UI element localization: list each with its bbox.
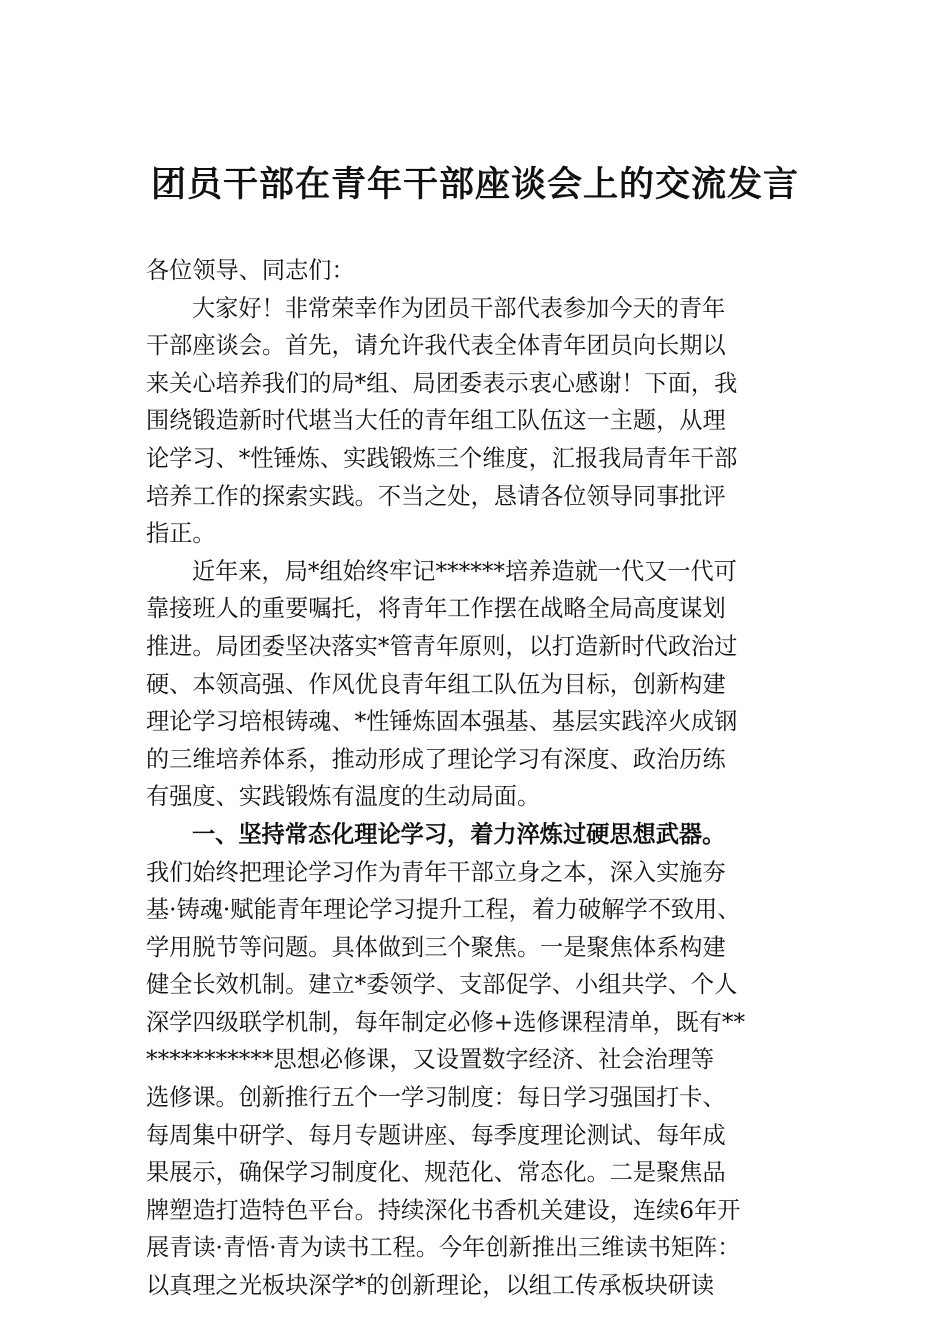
document-body xyxy=(146,252,806,1305)
paragraph-line: 推进。局团委坚决落实*管青年原则，以打造新时代政治过 xyxy=(146,632,738,660)
paragraph-line: ***********思想必修课，又设置数字经济、社会治理等 xyxy=(146,1046,715,1074)
paragraph-line: 深学四级联学机制，每年制定必修+选修课程清单，既有** xyxy=(146,1008,746,1036)
paragraph-line: 牌塑造打造特色平台。持续深化书香机关建设，连续6年开 xyxy=(146,1196,741,1224)
paragraph-line: 论学习、*性锤炼、实践锻炼三个维度，汇报我局青年干部 xyxy=(146,444,738,472)
paragraph-line: 培养工作的探索实践。不当之处，恳请各位领导同事批评 xyxy=(146,482,726,510)
document-title: 团员干部在青年干部座谈会上的交流发言 xyxy=(150,164,799,205)
paragraph-line: 理论学习培根铸魂、*性锤炼固本强基、基层实践淬火成钢 xyxy=(146,708,738,736)
paragraph-line: 展青读·青悟·青为读书工程。今年创新推出三维读书矩阵： xyxy=(146,1234,741,1262)
paragraph-line: 以真理之光板块深学*的创新理论，以组工传承板块研读 xyxy=(146,1272,715,1300)
paragraph-greeting xyxy=(146,290,806,553)
salutation: 各位领导、同志们： xyxy=(146,257,355,284)
paragraph-line: 每周集中研学、每月专题讲座、每季度理论测试、每年成 xyxy=(146,1121,726,1149)
paragraph-line: 围绕锻造新时代堪当大任的青年组工队伍这一主题，从理 xyxy=(146,407,726,435)
paragraph-theory-study xyxy=(146,854,806,1305)
paragraph-line: 干部座谈会。首先，请允许我代表全体青年团员向长期以 xyxy=(146,332,726,360)
paragraph-background xyxy=(146,553,806,816)
paragraph-line: 选修课。创新推行五个一学习制度：每日学习强国打卡、 xyxy=(146,1084,726,1112)
paragraph-line: 基·铸魂·赋能青年理论学习提升工程，着力破解学不致用、 xyxy=(146,896,741,924)
paragraph-line: 硬、本领高强、作风优良青年组工队伍为目标，创新构建 xyxy=(146,670,726,698)
paragraph-line: 大家好！非常荣幸作为团员干部代表参加今天的青年 xyxy=(192,294,726,322)
paragraph-line: 我们始终把理论学习作为青年干部立身之本，深入实施夯 xyxy=(146,858,726,886)
paragraph-line: 的三维培养体系，推动形成了理论学习有深度、政治历练 xyxy=(146,745,726,773)
paragraph-line: 有强度、实践锻炼有温度的生动局面。 xyxy=(146,783,541,811)
paragraph-line: 果展示，确保学习制度化、规范化、常态化。二是聚焦品 xyxy=(146,1159,726,1187)
paragraph-line: 健全长效机制。建立*委领学、支部促学、小组共学、个人 xyxy=(146,971,738,999)
paragraph-line: 学用脱节等问题。具体做到三个聚焦。一是聚焦体系构建 xyxy=(146,933,726,961)
section-heading-1: 一、坚持常态化理论学习，着力淬炼过硬思想武器。 xyxy=(192,820,726,848)
paragraph-line: 来关心培养我们的局*组、局团委表示衷心感谢！下面，我 xyxy=(146,369,738,397)
paragraph-line: 靠接班人的重要嘱托，将青年工作摆在战略全局高度谋划 xyxy=(146,595,726,623)
paragraph-line: 近年来，局*组始终牢记******培养造就一代又一代可 xyxy=(192,557,737,585)
paragraph-line: 指正。 xyxy=(146,520,216,548)
